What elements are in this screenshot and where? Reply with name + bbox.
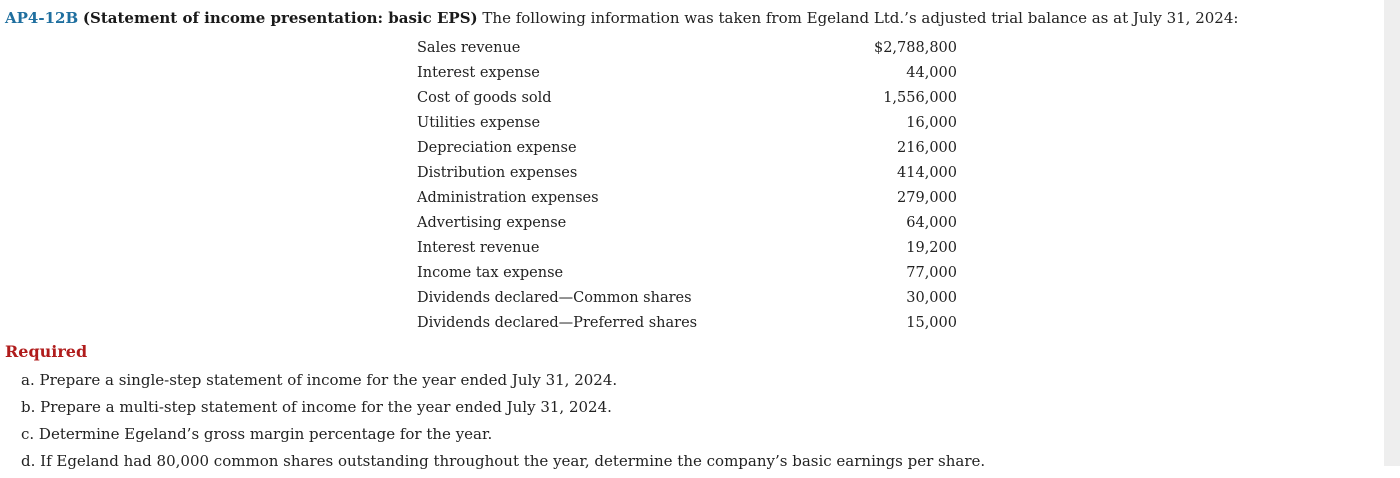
list-item: d. If Egeland had 80,000 common shares outstanding throughout the year, determine the company’s basic earnings per share. [21, 452, 986, 470]
required-list [21, 370, 985, 478]
list-item: c. Determine Egeland’s gross margin percentage for the year. [21, 425, 493, 443]
problem-intro: The following information was taken from Egeland Ltd.’s adjusted trial balance as at July 31, 2024: [482, 9, 1239, 27]
table-row [417, 210, 957, 235]
table-row [417, 60, 957, 85]
account-amount: 279,000 [897, 189, 957, 206]
account-amount: $2,788,800 [873, 39, 957, 56]
account-name: Utilities expense [417, 114, 541, 131]
account-amount: 414,000 [897, 164, 957, 181]
account-name: Income tax expense [417, 264, 564, 281]
trial-balance-table [417, 35, 957, 335]
account-name: Advertising expense [417, 214, 567, 231]
account-name: Interest expense [417, 64, 540, 81]
account-amount: 15,000 [906, 314, 957, 331]
account-amount: 16,000 [906, 114, 957, 131]
account-name: Dividends declared—Preferred shares [417, 314, 698, 331]
table-row [417, 285, 957, 310]
table-row [417, 260, 957, 285]
table-row [417, 235, 957, 260]
account-name: Cost of goods sold [417, 89, 552, 106]
vertical-scrollbar[interactable] [1384, 0, 1400, 466]
list-item: b. Prepare a multi-step statement of income for the year ended July 31, 2024. [21, 398, 612, 416]
account-amount: 1,556,000 [883, 89, 957, 106]
account-name: Administration expenses [417, 189, 599, 206]
table-row [417, 35, 957, 60]
table-row [417, 85, 957, 110]
account-amount: 44,000 [906, 64, 957, 81]
account-amount: 216,000 [897, 139, 957, 156]
account-name: Interest revenue [417, 239, 540, 256]
table-row [417, 110, 957, 135]
account-amount: 77,000 [906, 264, 957, 281]
required-heading: Required [5, 342, 88, 361]
account-name: Dividends declared—Common shares [417, 289, 692, 306]
table-row [417, 135, 957, 160]
account-name: Sales revenue [417, 39, 521, 56]
problem-title: (Statement of income presentation: basic EPS) [82, 9, 478, 27]
account-name: Depreciation expense [417, 139, 577, 156]
problem-code: AP4-12B [5, 9, 79, 27]
table-row [417, 310, 957, 335]
account-amount: 30,000 [906, 289, 957, 306]
account-name: Distribution expenses [417, 164, 578, 181]
problem-header [5, 8, 1238, 28]
account-amount: 19,200 [906, 239, 957, 256]
table-row [417, 160, 957, 185]
table-row [417, 185, 957, 210]
list-item: a. Prepare a single-step statement of income for the year ended July 31, 2024. [21, 371, 618, 389]
account-amount: 64,000 [906, 214, 957, 231]
